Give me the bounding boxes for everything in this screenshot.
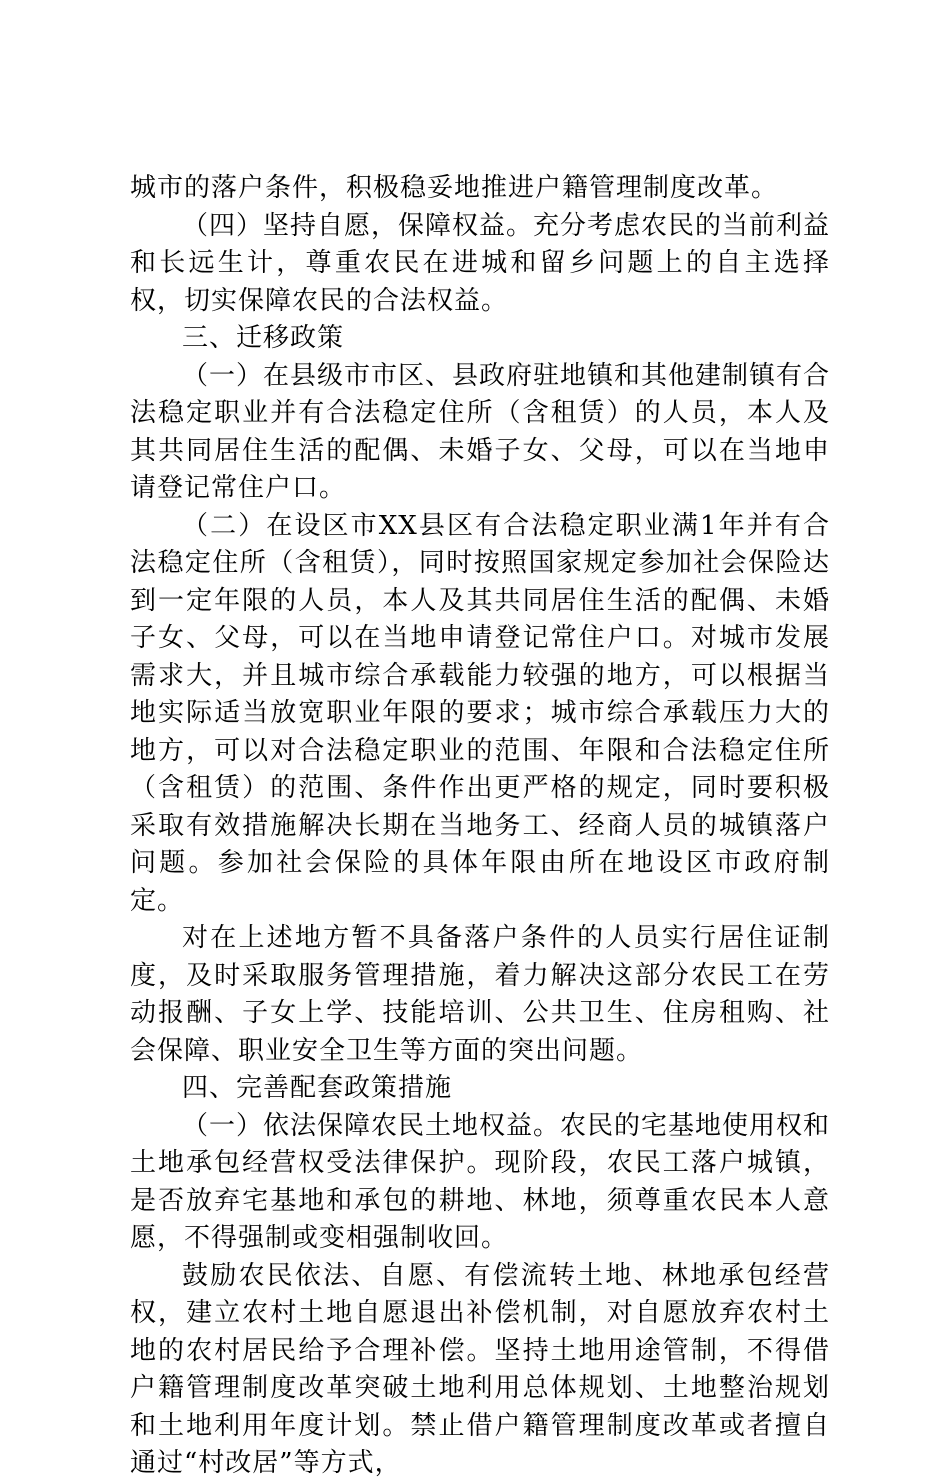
paragraph-8: （一）依法保障农民土地权益。农民的宅基地使用权和土地承包经营权受法律保护。现阶段，农民工落户城镇，是否放弃宅基地和承包的耕地、林地，须尊重农民本人意愿，不得强制或变相强制收回。: [130, 1110, 831, 1253]
paragraph-6: 对在上述地方暂不具备落户条件的人员实行居住证制度，及时采取服务管理措施，着力解决这部分农民工在劳动报酬、子女上学、技能培训、公共卫生、住房租购、社会保障、职业安全卫生等方面的突出问题。: [130, 923, 830, 1066]
section-heading-3: 三、迁移政策: [182, 323, 345, 353]
paragraph-2: （四）坚持自愿，保障权益。充分考虑农民的当前利益和长远生计，尊重农民在进城和留乡问题上的自主选择权，切实保障农民的合法权益。: [130, 210, 831, 316]
paragraph-5: （二）在设区市XX县区有合法稳定职业满1年并有合法稳定住所（含租赁），同时按照国家规定参加社会保险达到一定年限的人员，本人及其共同居住生活的配偶、未婚子女、父母，可以在当地申请登记常住户口。对城市发展需求大，并且城市综合承载能力较强的地方，可以根据当地实际适当放宽职业年限的要求；城市综合承载压力大的地方，可以对合法稳定职业的范围、年限和合法稳定住所（含租赁）的范围、条件作出更严格的规定，同时要积极采取有效措施解决长期在当地务工、经商人员的城镇落户问题。参加社会保险的具体年限由所在地设区市政府制定。: [130, 510, 830, 916]
paragraph-9: 鼓励农民依法、自愿、有偿流转土地、林地承包经营权，建立农村土地自愿退出补偿机制，对自愿放弃农村土地的农村居民给予合理补偿。坚持土地用途管制，不得借户籍管理制度改革突破土地利用总体规划、土地整治规划和土地利用年度计划。禁止借户籍管理制度改革或者擅自通过“村改居”等方式，: [130, 1260, 830, 1478]
paragraph-4: （一）在县级市市区、县政府驻地镇和其他建制镇有合法稳定职业并有合法稳定住所（含租赁）的人员，本人及其共同居住生活的配偶、未婚子女、父母，可以在当地申请登记常住户口。: [130, 360, 831, 503]
paragraph-1: 城市的落户条件，积极稳妥地推进户籍管理制度改革。: [130, 173, 779, 203]
section-heading-4: 四、完善配套政策措施: [182, 1073, 453, 1103]
document-body: [130, 170, 830, 1483]
